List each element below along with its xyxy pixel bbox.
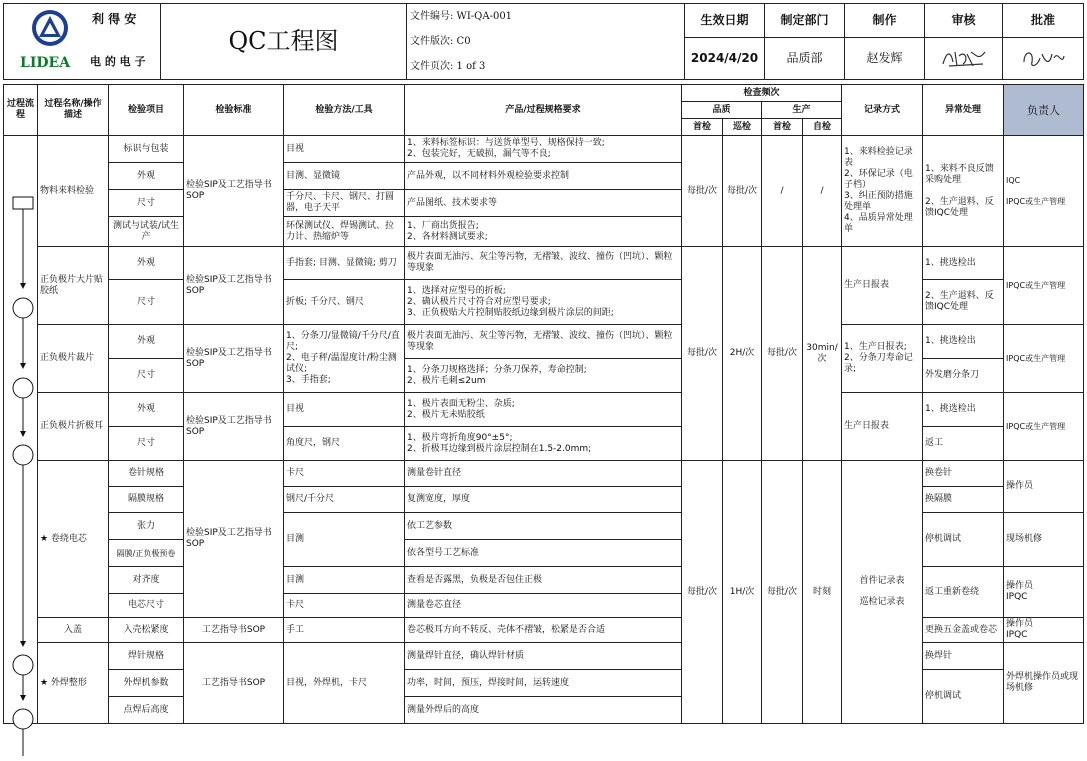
check-item: 焊针规格 bbox=[109, 643, 184, 670]
freq-patrol: 1H/次 bbox=[723, 461, 762, 724]
spec: 复测宽度，厚度 bbox=[405, 487, 682, 513]
check-standard: 检验SIP及工艺指导书SOP bbox=[184, 136, 284, 247]
spec: 1、极片表面无粉尘、杂质; 2、极片无未贴胶纸 bbox=[405, 393, 682, 427]
abnormal-handling: 返工重新卷绕 bbox=[923, 567, 1004, 618]
check-method: 卡尺 bbox=[284, 594, 405, 618]
dept-label: 制定部门 bbox=[765, 4, 845, 38]
process-name: 正负极片大片贴胶纸 bbox=[38, 247, 109, 325]
check-standard: 检验SIP及工艺指导书SOP bbox=[184, 325, 284, 393]
doc-page: 文件页次: 1 of 3 bbox=[410, 61, 486, 72]
abnormal-handling: 停机调试 bbox=[923, 670, 1004, 724]
check-standard: 检验SIP及工艺指导书SOP bbox=[184, 393, 284, 461]
record-patrol: 巡检记录表 bbox=[859, 597, 905, 607]
doc-version: 文件版次: C0 bbox=[410, 36, 471, 47]
check-method: 钢尺/千分尺 bbox=[284, 487, 405, 513]
check-item: 尺寸 bbox=[109, 427, 184, 461]
col-spec: 产品/过程规格要求 bbox=[405, 85, 682, 136]
abnormal-handling: 1、来料不良反馈采购处理 2、生产退料、反馈IQC处理 bbox=[923, 136, 1004, 247]
check-method: 目视 bbox=[284, 136, 405, 163]
check-method: 目视 bbox=[284, 393, 405, 427]
lidea-logo-icon bbox=[30, 8, 70, 48]
check-method: 手指套; 目测、显微镜; 剪刀 bbox=[284, 247, 405, 280]
abnormal-handling: 换焊针 bbox=[923, 643, 1004, 670]
check-item: 外焊机参数 bbox=[109, 670, 184, 697]
owner: 操作员 IPQC bbox=[1004, 618, 1084, 643]
check-method: 目测 bbox=[284, 513, 405, 567]
company-logo bbox=[4, 4, 161, 80]
freq-self: 30min/次 bbox=[803, 247, 842, 461]
qc-table bbox=[3, 84, 1084, 724]
freq-self: 时刻 bbox=[803, 461, 842, 724]
table-row bbox=[4, 136, 1084, 163]
check-item: 电芯尺寸 bbox=[109, 594, 184, 618]
check-method: 卡尺 bbox=[284, 461, 405, 487]
col-record: 记录方式 bbox=[842, 85, 923, 136]
check-item: 张力 bbox=[109, 513, 184, 540]
process-name: 入盖 bbox=[38, 618, 109, 643]
check-method: 1、分条刀/显微镜/千分尺/直尺; 2、电子秤/温湿度计/粉尘测试仪; 3、手指套; bbox=[284, 325, 405, 393]
col-abnormal: 异常处理 bbox=[923, 85, 1004, 136]
abnormal-handling: 换卷针 bbox=[923, 461, 1004, 487]
col-first-check-prod: 首检 bbox=[762, 119, 803, 136]
spec: 测量外焊后的高度 bbox=[405, 697, 682, 724]
freq-patrol: 每批/次 bbox=[723, 136, 762, 247]
spec: 测量卷芯直径 bbox=[405, 594, 682, 618]
check-item: 外观 bbox=[109, 325, 184, 359]
freq-self: / bbox=[803, 136, 842, 247]
freq-first: 每批/次 bbox=[682, 136, 723, 247]
col-patrol-check: 巡检 bbox=[723, 119, 762, 136]
check-method: 千分尺、卡尺、钢尺、打圆器，电子天平 bbox=[284, 190, 405, 217]
check-standard: 检验SIP及工艺指导书SOP bbox=[184, 247, 284, 325]
col-flow: 过程流程 bbox=[4, 85, 38, 136]
check-item: 外观 bbox=[109, 393, 184, 427]
qc-process-sheet bbox=[3, 3, 1083, 755]
check-item: 点焊后高度 bbox=[109, 697, 184, 724]
col-quality: 品质 bbox=[682, 102, 762, 119]
spec: 1、极片弯折角度90°±5°; 2、折极耳边缘到极片涂层控制在1.5-2.0mm; bbox=[405, 427, 682, 461]
spec: 测量焊针直径，确认焊针材质 bbox=[405, 643, 682, 670]
owner: 外焊机操作员或现场机修 bbox=[1004, 643, 1084, 724]
abnormal-handling: 1、挑选检出 bbox=[923, 393, 1004, 427]
review-label: 审核 bbox=[925, 4, 1003, 38]
check-item: 尺寸 bbox=[109, 359, 184, 393]
brand-name: LIDEA bbox=[20, 55, 71, 71]
record-method: 1、来料检验记录表 2、环保记录（电子档） 3、纠正预防措施处理单 4、品质异常处理单 bbox=[842, 136, 923, 247]
check-item: 外观 bbox=[109, 247, 184, 280]
table-row bbox=[4, 393, 1084, 427]
freq-first-prod: / bbox=[762, 136, 803, 247]
freq-first-prod: 每批/次 bbox=[762, 461, 803, 724]
check-method: 环保测试仪、焊锡测试、拉力计、热缩炉等 bbox=[284, 217, 405, 247]
spec: 测量卷针直径 bbox=[405, 461, 682, 487]
record-method bbox=[842, 461, 923, 724]
document-meta bbox=[407, 4, 685, 80]
freq-first: 每批/次 bbox=[682, 247, 723, 461]
table-row bbox=[4, 325, 1084, 359]
spec: 极片表面无油污、灰尘等污物，无褶皱、波纹、撞伤（凹坑）、颗粒等现象 bbox=[405, 325, 682, 359]
spec: 1、来料标签标识：与送货单型号、规格保持一致; 2、包装完好，无破损，漏气等不良; bbox=[405, 136, 682, 163]
spec: 1、厂商出货报告; 2、各材料测试要求; bbox=[405, 217, 682, 247]
owner: IPQC或生产管理 bbox=[1004, 247, 1084, 325]
abnormal-handling: 更换五金盖或卷芯 bbox=[923, 618, 1004, 643]
abnormal-handling: 1、挑选检出 bbox=[923, 325, 1004, 359]
owner: 现场机修 bbox=[1004, 513, 1084, 567]
maker: 赵发辉 bbox=[845, 38, 925, 80]
col-owner: 负责人 bbox=[1004, 85, 1084, 136]
check-standard: 检验SIP及工艺指导书SOP bbox=[184, 461, 284, 618]
record-method: 生产日报表 bbox=[842, 393, 923, 461]
spec: 极片表面无油污、灰尘等污物，无褶皱、波纹、撞伤（凹坑）、颗粒等现象 bbox=[405, 247, 682, 280]
check-method: 角度尺，钢尺 bbox=[284, 427, 405, 461]
freq-first-prod: 每批/次 bbox=[762, 247, 803, 461]
abnormal-handling: 返工 bbox=[923, 427, 1004, 461]
process-name: ★ 外焊整形 bbox=[38, 643, 109, 724]
spec: 查看是否露黑，负极是否包住正极 bbox=[405, 567, 682, 594]
check-item: 外观 bbox=[109, 163, 184, 190]
spec: 1、选择对应型号的折板; 2、确认极片尺寸符合对应型号要求; 3、正负极贴大片控制贴胶纸边缘到极片涂层的间距; bbox=[405, 280, 682, 325]
spec: 产品图纸、技术要求等 bbox=[405, 190, 682, 217]
col-item: 检验项目 bbox=[109, 85, 184, 136]
col-standard: 检验标准 bbox=[184, 85, 284, 136]
owner: 操作员 IPQC bbox=[1004, 567, 1084, 618]
record-method: 生产日报表 bbox=[842, 247, 923, 325]
flow-column bbox=[4, 136, 38, 724]
check-method: 目测、显微镜 bbox=[284, 163, 405, 190]
freq-patrol: 2H/次 bbox=[723, 247, 762, 461]
spec: 产品外观，以不同材料外观检验要求控制 bbox=[405, 163, 682, 190]
spec: 卷芯极耳方向不转反、壳体不褶皱，松紧是否合适 bbox=[405, 618, 682, 643]
abnormal-handling: 换隔膜 bbox=[923, 487, 1004, 513]
check-item: 尺寸 bbox=[109, 280, 184, 325]
check-method: 手工 bbox=[284, 618, 405, 643]
col-frequency: 检查频次 bbox=[682, 85, 842, 102]
col-first-check: 首检 bbox=[682, 119, 723, 136]
spec: 1、分条刀规格选择；分条刀保养，寿命控制; 2、极片毛刺≤2um bbox=[405, 359, 682, 393]
spec: 依各型号工艺标准 bbox=[405, 540, 682, 567]
approve-label: 批准 bbox=[1003, 4, 1084, 38]
brand-tail: 电 的 电 子 bbox=[90, 55, 146, 68]
effective-date-label: 生效日期 bbox=[685, 4, 765, 38]
owner: IPQC或生产管理 bbox=[1004, 393, 1084, 461]
reviewer-signature bbox=[925, 38, 1003, 80]
check-method: 折板; 千分尺、钢尺 bbox=[284, 280, 405, 325]
check-item: 对齐度 bbox=[109, 567, 184, 594]
owner-ipqc: IPQC或生产管理 bbox=[1006, 197, 1066, 206]
table-row bbox=[4, 461, 1084, 487]
col-method: 检验方法/工具 bbox=[284, 85, 405, 136]
owner bbox=[1004, 136, 1084, 247]
record-first: 首件记录表 bbox=[859, 576, 905, 586]
abnormal-handling: 1、挑选检出 bbox=[923, 247, 1004, 280]
check-item: 入壳松紧度 bbox=[109, 618, 184, 643]
dept: 品质部 bbox=[765, 38, 845, 80]
check-method: 目测 bbox=[284, 567, 405, 594]
approver-signature bbox=[1003, 38, 1084, 80]
check-item: 尺寸 bbox=[109, 190, 184, 217]
check-method: 目视，外焊机，卡尺 bbox=[284, 643, 405, 724]
process-name: 正负极片裁片 bbox=[38, 325, 109, 393]
abnormal-handling: 2、生产退料、反馈IQC处理 bbox=[923, 280, 1004, 325]
check-item: 标识与包装 bbox=[109, 136, 184, 163]
company-name-cn: 利 得 安 bbox=[92, 12, 137, 26]
owner: 操作员 bbox=[1004, 461, 1084, 513]
check-item: 隔膜规格 bbox=[109, 487, 184, 513]
col-process: 过程名称/操作描述 bbox=[38, 85, 109, 136]
table-row bbox=[4, 247, 1084, 280]
check-item: 隔膜/正负极预卷 bbox=[109, 540, 184, 567]
spec: 功率，时间，预压，焊接时间，运转速度 bbox=[405, 670, 682, 697]
process-name: ★ 卷绕电芯 bbox=[38, 461, 109, 618]
spec: 依工艺参数 bbox=[405, 513, 682, 540]
check-standard: 工艺指导书SOP bbox=[184, 618, 284, 643]
document-header bbox=[3, 3, 1084, 80]
check-item: 卷针规格 bbox=[109, 461, 184, 487]
owner: IPQC或生产管理 bbox=[1004, 325, 1084, 393]
process-name: 物料来料检验 bbox=[38, 136, 109, 247]
process-name: 正负极片折极耳 bbox=[38, 393, 109, 461]
doc-number: 文件编号: WI-QA-001 bbox=[410, 11, 513, 22]
col-self-check: 自检 bbox=[803, 119, 842, 136]
effective-date: 2024/4/20 bbox=[685, 38, 765, 80]
col-production: 生产 bbox=[762, 102, 842, 119]
freq-first: 每批/次 bbox=[682, 461, 723, 724]
abnormal-handling: 停机调试 bbox=[923, 513, 1004, 567]
check-item: 测试与试装/试生产 bbox=[109, 217, 184, 247]
check-standard: 工艺指导书SOP bbox=[184, 643, 284, 724]
maker-label: 制作 bbox=[845, 4, 925, 38]
abnormal-handling: 外发磨分条刀 bbox=[923, 359, 1004, 393]
owner-iqc: IQC bbox=[1006, 176, 1021, 185]
document-title: QC工程图 bbox=[161, 4, 407, 80]
record-method: 1、生产日报表; 2、分条刀寿命记录; bbox=[842, 325, 923, 393]
